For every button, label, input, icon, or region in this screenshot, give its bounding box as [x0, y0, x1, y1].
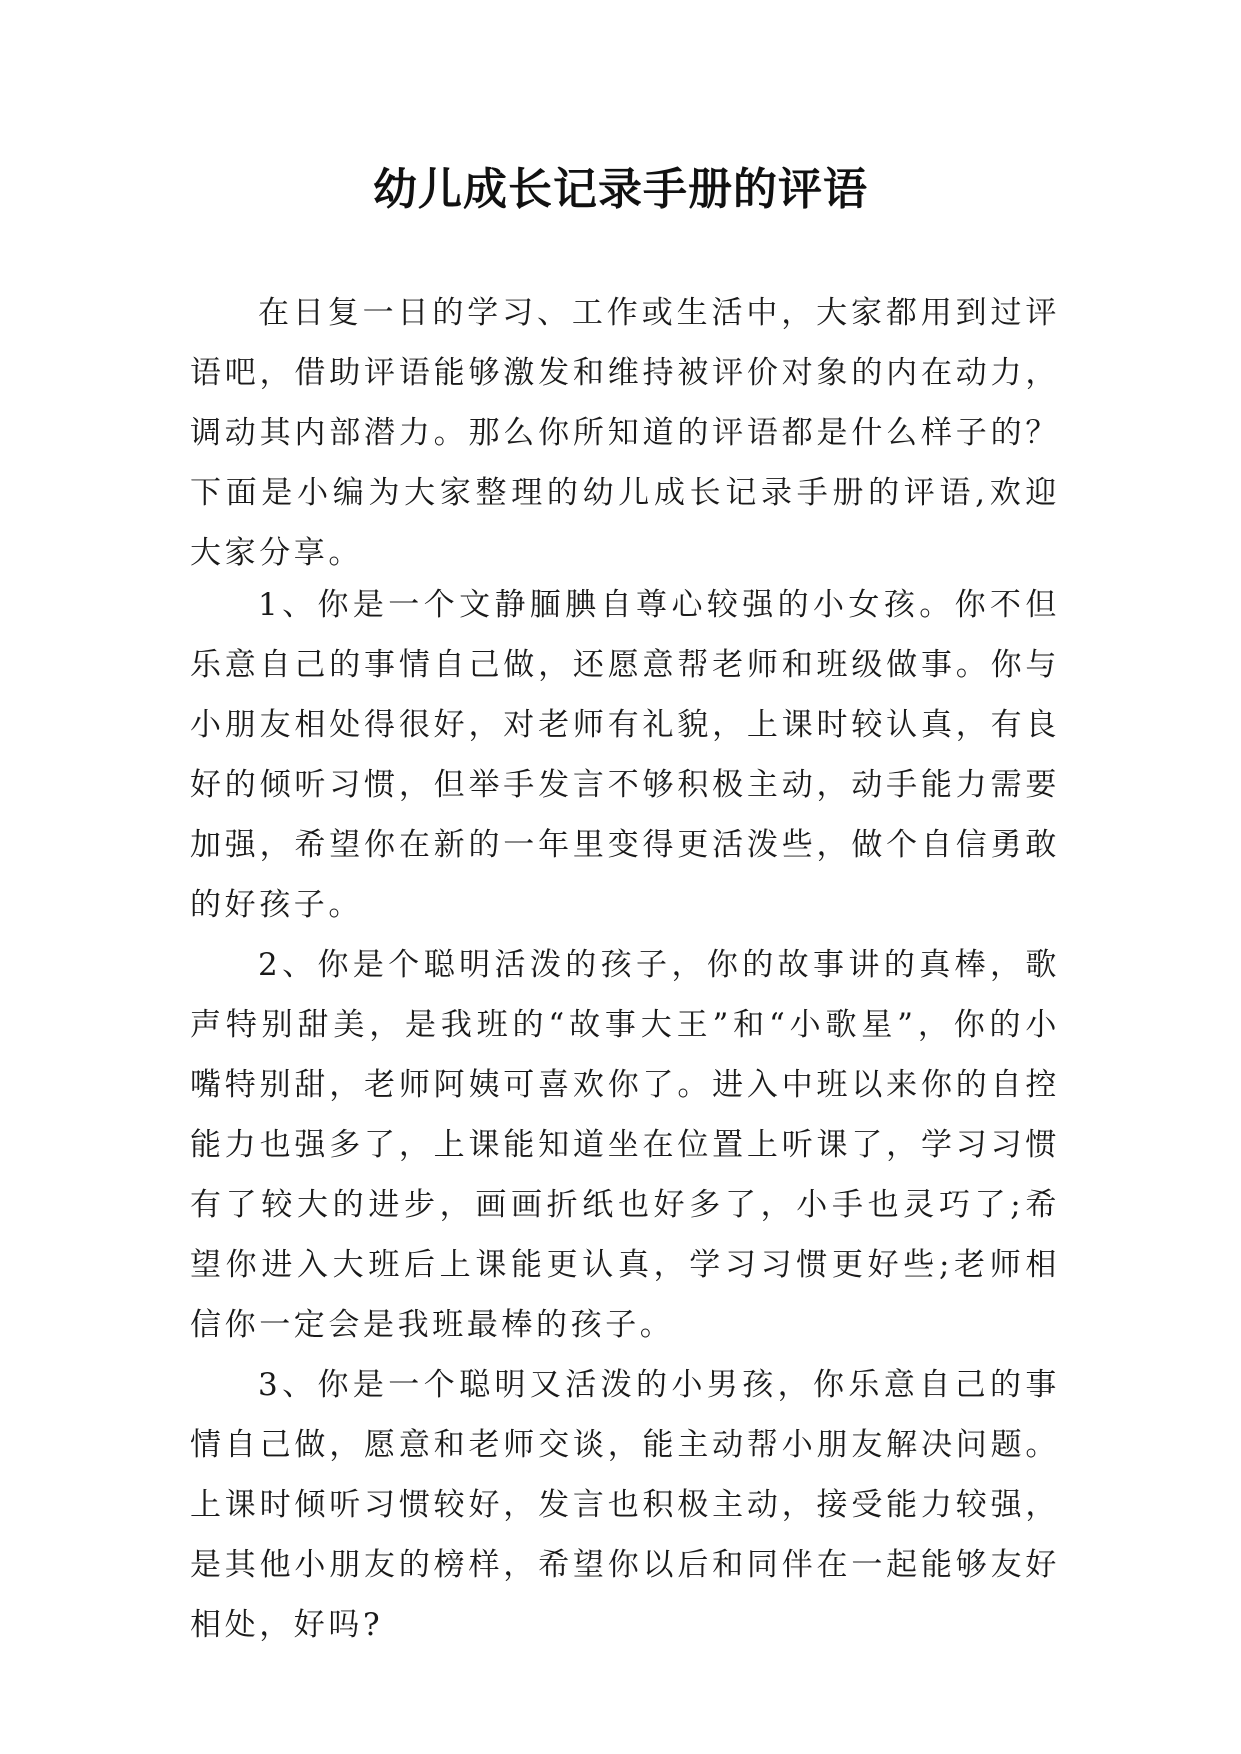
comments-section — [190, 575, 1060, 1655]
intro-paragraph: 在日复一日的学习、工作或生活中，大家都用到过评语吧，借助评语能够激发和维持被评价对象的内在动力，调动其内部潜力。那么你所知道的评语都是什么样子的？下面是小编为大家整理的幼儿成长记录手册的评语,欢迎大家分享。 — [190, 295, 1060, 571]
comment-paragraph-2: 2、你是个聪明活泼的孩子，你的故事讲的真棒，歌声特别甜美，是我班的“故事大王”和“小歌星”，你的小嘴特别甜，老师阿姨可喜欢你了。进入中班以来你的自控能力也强多了，上课能知道坐在位置上听课了，学习习惯有了较大的进步，画画折纸也好多了，小手也灵巧了;希望你进入大班后上课能更认真，学习习惯更好些;老师相信你一定会是我班最棒的孩子。 — [190, 947, 1060, 1343]
comment-paragraph-3: 3、你是一个聪明又活泼的小男孩，你乐意自己的事情自己做，愿意和老师交谈，能主动帮小朋友解决问题。上课时倾听习惯较好，发言也积极主动，接受能力较强，是其他小朋友的榜样，希望你以后和同伴在一起能够友好相处，好吗? — [190, 1367, 1060, 1643]
intro-section — [190, 283, 1060, 583]
comment-paragraph-1: 1、你是一个文静腼腆自尊心较强的小女孩。你不但乐意自己的事情自己做，还愿意帮老师和班级做事。你与小朋友相处得很好，对老师有礼貌，上课时较认真，有良好的倾听习惯，但举手发言不够积极主动，动手能力需要加强，希望你在新的一年里变得更活泼些，做个自信勇敢的好孩子。 — [190, 587, 1060, 923]
document-title: 幼儿成长记录手册的评语 — [373, 164, 868, 215]
